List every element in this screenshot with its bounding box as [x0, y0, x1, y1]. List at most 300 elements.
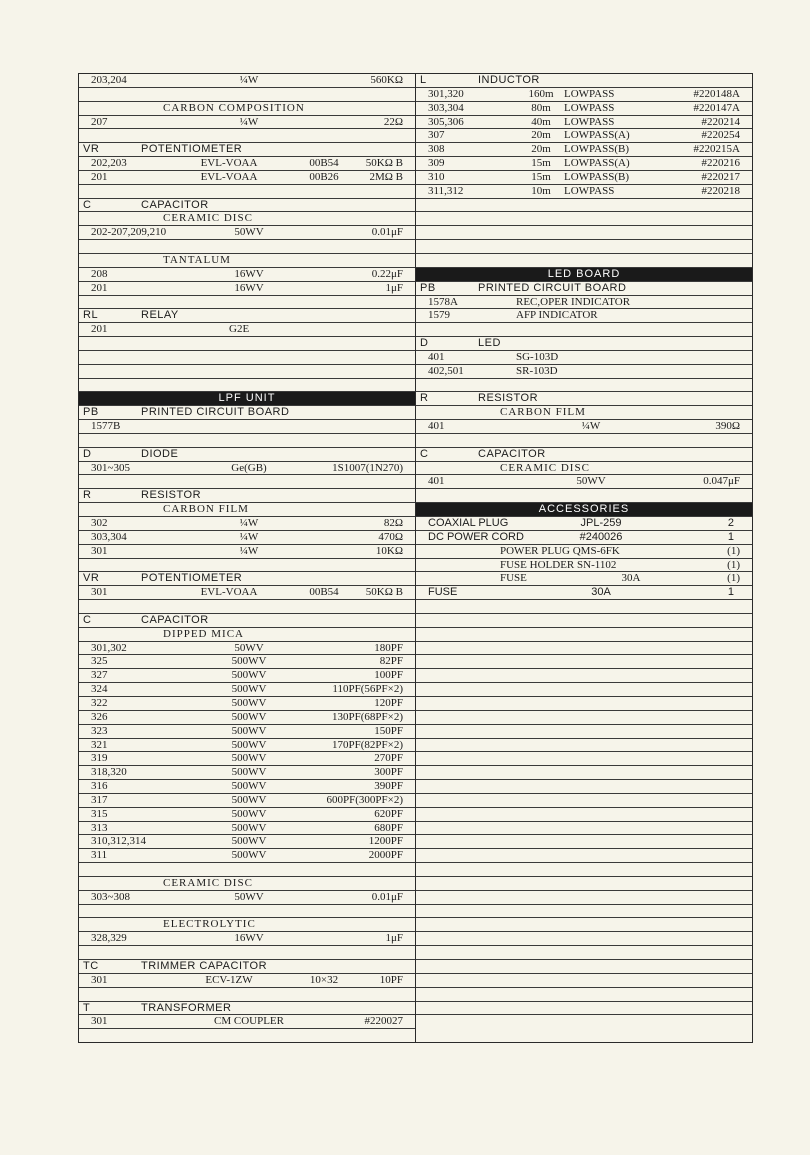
part-spec: 50WV: [576, 475, 606, 488]
part-ref: 401: [428, 350, 445, 363]
blank-row: [79, 988, 415, 1002]
part-ref: 310,312,314: [91, 835, 146, 848]
subcategory-title: CARBON FILM: [163, 503, 249, 516]
blank-row: [79, 559, 415, 573]
blank-row: [416, 932, 752, 946]
parts-column-right: [416, 74, 752, 1042]
part-ref: 318,320: [91, 766, 127, 779]
part-spec: LOWPASS(B): [564, 170, 629, 183]
part-ref: 313: [91, 821, 108, 834]
part-ref: 327: [91, 669, 108, 682]
category-title: POTENTIOMETER: [141, 143, 243, 156]
part-spec: 16WV: [234, 932, 264, 945]
blank-row: [416, 849, 752, 863]
subcategory-header: [79, 102, 415, 116]
part-ref: 401: [428, 420, 445, 433]
category-title: DIODE: [141, 447, 179, 460]
part-spec: JPL-259: [580, 517, 622, 529]
category-header: [416, 392, 752, 406]
part-spec: 20m: [531, 143, 551, 156]
blank-row: [416, 614, 752, 628]
part-spec: 500WV: [231, 793, 267, 806]
part-value: #220148A: [693, 87, 740, 100]
part-row: [79, 780, 415, 794]
part-value: 170PF(82PF×2): [331, 738, 403, 751]
part-spec: CM COUPLER: [214, 1015, 284, 1028]
part-spec: 10m: [531, 184, 551, 197]
blank-row: [416, 683, 752, 697]
blank-row: [416, 946, 752, 960]
part-value: 100PF: [374, 669, 403, 682]
part-ref: 303~308: [91, 890, 130, 903]
category-header: [79, 572, 415, 586]
part-value: 110PF(56PF×2): [332, 683, 403, 696]
part-value: 50KΩ B: [365, 586, 403, 599]
part-row: [416, 102, 752, 116]
part-spec: 50WV: [234, 226, 264, 239]
part-row: [79, 752, 415, 766]
section-banner-label: ACCESSORIES: [538, 503, 630, 516]
part-value: 2: [727, 517, 734, 529]
subcategory-title: CERAMIC DISC: [163, 876, 253, 889]
part-row: [79, 171, 415, 185]
part-value: #220147A: [693, 101, 740, 114]
category-title: CAPACITOR: [141, 198, 209, 211]
part-value: 130PF(68PF×2): [331, 710, 403, 723]
part-spec: 160m: [528, 87, 554, 100]
part-row: [79, 974, 415, 988]
part-row: [79, 74, 415, 88]
part-value: 390Ω: [715, 420, 740, 433]
category-code: C: [83, 613, 92, 626]
part-spec: 16WV: [234, 281, 264, 294]
part-value: 1: [727, 530, 734, 543]
part-row: [416, 185, 752, 199]
part-row: [416, 129, 752, 143]
part-row: [416, 116, 752, 130]
section-banner-label: LPF UNIT: [218, 392, 276, 405]
blank-row: [416, 240, 752, 254]
category-title: TRIMMER CAPACITOR: [141, 960, 268, 972]
part-row: [79, 766, 415, 780]
category-code: RL: [83, 309, 99, 322]
part-spec: 20m: [531, 129, 551, 142]
part-ref: FUSE HOLDER SN-1102: [500, 558, 617, 571]
blank-row: [416, 628, 752, 642]
part-ref: 201: [91, 323, 108, 336]
part-value: 1200PF: [368, 835, 403, 848]
blank-row: [416, 725, 752, 739]
category-code: VR: [83, 572, 100, 585]
category-header: [416, 74, 752, 88]
part-spec: ¼W: [239, 74, 259, 86]
category-header: [79, 406, 415, 420]
part-row: [416, 545, 752, 559]
part-row: [79, 835, 415, 849]
category-code: PB: [420, 281, 436, 294]
part-row: [79, 849, 415, 863]
blank-row: [416, 766, 752, 780]
part-value: 1μF: [385, 281, 403, 294]
part-row: [416, 365, 752, 379]
part-ref: 321: [91, 738, 108, 751]
blank-row: [416, 254, 752, 268]
blank-row: [416, 891, 752, 905]
part-row: [79, 932, 415, 946]
part-ref: 1578A: [428, 295, 458, 308]
blank-row: [79, 337, 415, 351]
part-ref: 301,302: [91, 641, 127, 654]
part-spec: 00B26: [309, 170, 339, 183]
part-row: [79, 268, 415, 282]
part-row: [79, 1015, 415, 1029]
part-spec: EVL-VOAA: [200, 157, 258, 170]
part-spec: ¼W: [581, 420, 601, 433]
subcategory-title: CERAMIC DISC: [500, 461, 590, 474]
part-spec: 00B54: [309, 157, 339, 170]
blank-row: [416, 697, 752, 711]
category-title: POTENTIOMETER: [141, 572, 243, 585]
category-title: CAPACITOR: [141, 613, 209, 626]
part-row: [79, 157, 415, 171]
part-value: 150PF: [374, 724, 403, 737]
category-header: [416, 337, 752, 351]
subcategory-title: ELECTROLYTIC: [163, 918, 256, 931]
category-title: LED: [478, 337, 501, 350]
category-header: [416, 448, 752, 462]
category-title: PRINTED CIRCUIT BOARD: [478, 281, 627, 294]
blank-row: [416, 434, 752, 448]
part-spec: EVL-VOAA: [200, 170, 258, 183]
blank-row: [79, 365, 415, 379]
part-spec: 500WV: [231, 807, 267, 820]
blank-row: [79, 600, 415, 614]
blank-row: [416, 835, 752, 849]
part-value: 1: [727, 586, 734, 599]
part-row: [79, 669, 415, 683]
category-code: PB: [83, 406, 99, 419]
part-value: 1S1007(1N270): [332, 461, 403, 474]
part-value: #220216: [701, 157, 740, 170]
part-spec: ¼W: [239, 115, 259, 128]
section-banner: [79, 392, 415, 406]
blank-row: [416, 960, 752, 974]
blank-row: [79, 351, 415, 365]
part-value: 0.047μF: [703, 475, 740, 488]
part-row: [416, 572, 752, 586]
part-row: [79, 739, 415, 753]
part-spec: 10×32: [309, 973, 339, 986]
part-ref: 201: [91, 281, 108, 294]
part-value: 270PF: [374, 752, 403, 765]
part-ref: 303,304: [428, 101, 464, 114]
category-title: INDUCTOR: [478, 74, 540, 86]
part-value: #220215A: [693, 143, 740, 156]
part-ref: 328,329: [91, 932, 127, 945]
blank-row: [416, 988, 752, 1002]
category-header: [416, 282, 752, 296]
category-header: [79, 448, 415, 462]
part-spec: 500WV: [231, 849, 267, 862]
blank-row: [79, 240, 415, 254]
part-value: (1): [727, 544, 740, 557]
part-row: [416, 475, 752, 489]
part-ref: 305,306: [428, 115, 464, 128]
blank-row: [416, 918, 752, 932]
part-value: SR-103D: [516, 364, 558, 377]
parts-column-left: [79, 74, 416, 1042]
part-ref: 208: [91, 267, 108, 280]
blank-row: [79, 475, 415, 489]
part-spec: 30A: [591, 586, 611, 599]
part-row: [79, 586, 415, 600]
part-ref: COAXIAL PLUG: [428, 517, 509, 529]
blank-row: [416, 877, 752, 891]
part-value: 390PF: [374, 780, 403, 793]
part-ref: 401: [428, 475, 445, 488]
part-spec: 500WV: [231, 738, 267, 751]
category-header: [79, 960, 415, 974]
part-ref: FUSE: [500, 572, 527, 585]
part-ref: 301: [91, 973, 108, 986]
category-title: PRINTED CIRCUIT BOARD: [141, 406, 290, 419]
part-ref: 1579: [428, 309, 450, 322]
category-header: [79, 309, 415, 323]
blank-row: [79, 185, 415, 199]
part-ref: 301: [91, 1015, 108, 1028]
part-row: [79, 462, 415, 476]
part-spec: 500WV: [231, 655, 267, 668]
part-value: 82PF: [379, 655, 403, 668]
part-ref: 311: [91, 849, 108, 862]
category-title: RELAY: [141, 309, 179, 322]
part-value: 22Ω: [383, 115, 403, 128]
subcategory-title: CARBON FILM: [500, 406, 586, 419]
blank-row: [416, 379, 752, 393]
subcategory-header: [79, 503, 415, 517]
subcategory-header: [79, 628, 415, 642]
subcategory-header: [79, 254, 415, 268]
part-row: [416, 351, 752, 365]
blank-row: [416, 822, 752, 836]
blank-row: [79, 296, 415, 310]
blank-row: [416, 808, 752, 822]
blank-row: [79, 434, 415, 448]
blank-row: [79, 905, 415, 919]
part-spec: LOWPASS(A): [564, 157, 630, 170]
part-row: [79, 655, 415, 669]
part-row: [416, 171, 752, 185]
category-code: D: [420, 337, 429, 350]
part-spec: 16WV: [234, 267, 264, 280]
part-ref: 310: [428, 170, 445, 183]
part-spec: 500WV: [231, 710, 267, 723]
part-ref: 301: [91, 544, 108, 557]
part-ref: 325: [91, 655, 108, 668]
part-row: [79, 226, 415, 240]
part-value: #220027: [364, 1015, 403, 1028]
part-ref: 324: [91, 683, 108, 696]
subcategory-title: DIPPED MICA: [163, 627, 244, 640]
part-value: SG-103D: [516, 350, 559, 363]
part-spec: 500WV: [231, 821, 267, 834]
category-code: R: [83, 489, 92, 502]
part-spec: LOWPASS(B): [564, 143, 629, 156]
part-value: 0.01μF: [371, 226, 403, 239]
part-spec: 500WV: [231, 752, 267, 765]
part-ref: 316: [91, 780, 108, 793]
part-ref: 326: [91, 710, 108, 723]
blank-row: [416, 974, 752, 988]
category-header: [79, 489, 415, 503]
part-value: 10KΩ: [375, 544, 403, 557]
part-ref: 201: [91, 170, 108, 183]
part-value: 1μF: [385, 932, 403, 945]
part-spec: 30A: [621, 572, 641, 585]
part-ref: 301~305: [91, 461, 130, 474]
part-spec: 500WV: [231, 683, 267, 696]
part-row: [416, 157, 752, 171]
part-row: [79, 531, 415, 545]
category-code: D: [83, 447, 92, 460]
subcategory-header: [79, 212, 415, 226]
part-ref: 301: [91, 586, 108, 599]
category-code: C: [420, 447, 429, 460]
blank-row: [416, 1002, 752, 1016]
part-row: [79, 711, 415, 725]
part-ref: 202-207,209,210: [91, 226, 167, 239]
part-row: [79, 808, 415, 822]
category-code: C: [83, 198, 92, 211]
category-code: TC: [83, 960, 99, 972]
subcategory-title: CARBON COMPOSITION: [163, 101, 305, 114]
part-ref: 309: [428, 157, 445, 170]
part-spec: 80m: [531, 101, 551, 114]
part-value: 2000PF: [368, 849, 403, 862]
blank-row: [416, 794, 752, 808]
subcategory-header: [416, 462, 752, 476]
part-row: [79, 683, 415, 697]
section-banner: [416, 268, 752, 282]
category-title: TRANSFORMER: [141, 1001, 232, 1014]
section-banner-label: LED BOARD: [547, 267, 621, 280]
category-code: R: [420, 392, 429, 405]
part-value: 50KΩ B: [365, 157, 403, 170]
blank-row: [416, 489, 752, 503]
blank-row: [79, 129, 415, 143]
part-spec: #240026: [579, 530, 623, 543]
category-title: RESISTOR: [478, 392, 539, 405]
blank-row: [79, 863, 415, 877]
accessory-row: [416, 531, 752, 545]
part-row: [416, 88, 752, 102]
blank-row: [416, 739, 752, 753]
part-ref: 207: [91, 115, 108, 128]
part-spec: 500WV: [231, 835, 267, 848]
part-ref: FUSE: [428, 586, 458, 599]
part-row: [79, 323, 415, 337]
blank-row: [416, 905, 752, 919]
part-spec: ¼W: [239, 544, 259, 557]
part-ref: 307: [428, 129, 445, 142]
part-spec: ¼W: [239, 530, 259, 543]
part-row: [416, 559, 752, 573]
part-ref: DC POWER CORD: [428, 530, 524, 543]
part-spec: LOWPASS: [564, 87, 615, 100]
part-ref: 1577B: [91, 420, 121, 433]
part-value: 680PF: [374, 821, 403, 834]
part-ref: 311,312: [428, 184, 464, 197]
blank-row: [416, 212, 752, 226]
part-row: [79, 116, 415, 130]
part-spec: LOWPASS: [564, 184, 615, 197]
blank-row: [416, 655, 752, 669]
part-row: [79, 517, 415, 531]
part-spec: ¼W: [239, 517, 259, 529]
part-ref: 317: [91, 793, 108, 806]
blank-row: [416, 226, 752, 240]
part-spec: 15m: [531, 170, 551, 183]
part-row: [79, 794, 415, 808]
part-value: REC,OPER INDICATOR: [516, 295, 631, 308]
part-ref: 322: [91, 696, 108, 709]
part-spec: LOWPASS: [564, 115, 615, 128]
accessory-row: [416, 517, 752, 531]
category-code: T: [83, 1001, 91, 1014]
subcategory-title: TANTALUM: [163, 253, 231, 266]
part-ref: 302: [91, 517, 108, 529]
subcategory-title: CERAMIC DISC: [163, 212, 253, 225]
blank-row: [416, 199, 752, 213]
part-value: 120PF: [374, 696, 403, 709]
blank-row: [416, 780, 752, 794]
part-value: 560KΩ: [370, 74, 403, 86]
part-spec: ECV-1ZW: [205, 973, 253, 986]
part-value: 2MΩ B: [369, 170, 403, 183]
accessory-row: [416, 586, 752, 600]
part-value: 0.01μF: [371, 890, 403, 903]
part-ref: 402,501: [428, 364, 464, 377]
category-code: L: [420, 74, 427, 86]
part-spec: 00B54: [309, 586, 339, 599]
part-spec: 500WV: [231, 724, 267, 737]
part-value: 180PF: [374, 641, 403, 654]
part-spec: 50WV: [234, 890, 264, 903]
category-header: [79, 1002, 415, 1016]
part-spec: 500WV: [231, 696, 267, 709]
category-header: [79, 143, 415, 157]
part-value: (1): [727, 558, 740, 571]
part-spec: 40m: [531, 115, 551, 128]
part-row: [79, 822, 415, 836]
part-value: #220214: [701, 115, 740, 128]
blank-row: [79, 379, 415, 393]
blank-row: [416, 752, 752, 766]
part-spec: 500WV: [231, 669, 267, 682]
part-value: AFP INDICATOR: [516, 309, 598, 322]
blank-row: [416, 669, 752, 683]
part-value: (1): [727, 572, 740, 585]
category-title: RESISTOR: [141, 489, 202, 502]
part-ref: 323: [91, 724, 108, 737]
part-ref: 319: [91, 752, 108, 765]
part-value: 470Ω: [378, 530, 403, 543]
subcategory-header: [416, 406, 752, 420]
part-row: [79, 282, 415, 296]
category-title: CAPACITOR: [478, 447, 546, 460]
part-row: [79, 420, 415, 434]
part-row: [416, 309, 752, 323]
